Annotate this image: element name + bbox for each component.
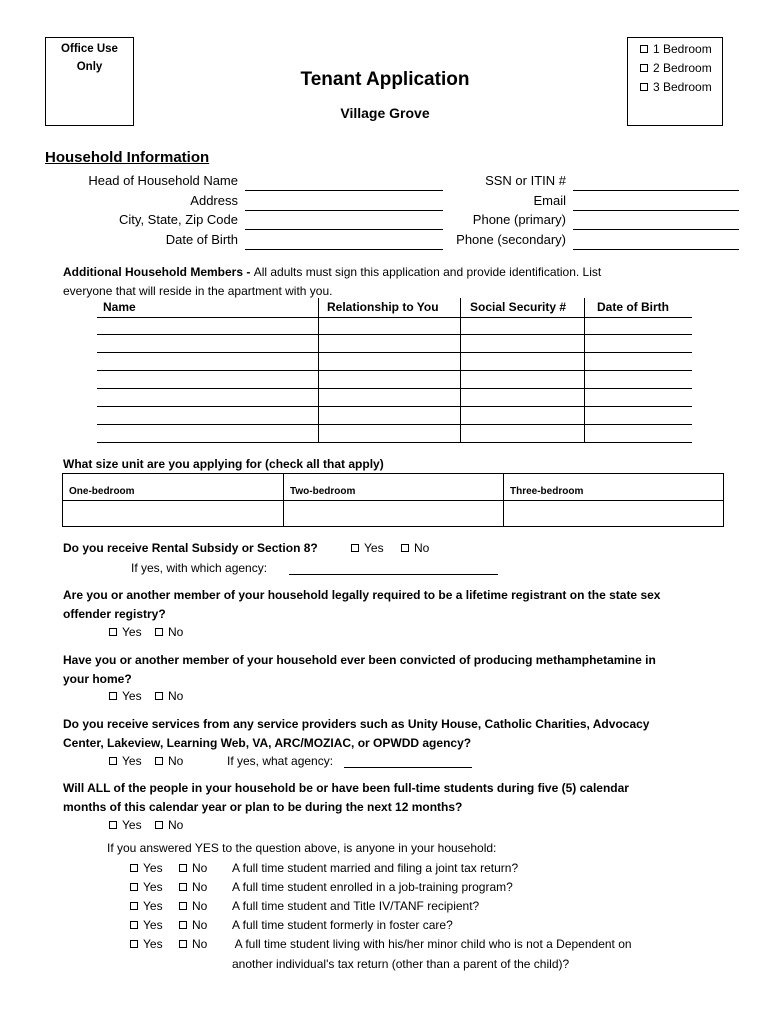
members-col-divider xyxy=(318,298,319,442)
q5-sub-item-no[interactable]: No xyxy=(179,899,207,913)
members-row-line[interactable] xyxy=(97,406,692,407)
email-input[interactable] xyxy=(573,210,739,211)
q5-sub-item-text: A full time student enrolled in a job-training program? xyxy=(232,880,513,894)
members-col-dob: Date of Birth xyxy=(597,300,669,314)
checkbox-icon[interactable] xyxy=(130,921,138,929)
q1-text: Do you receive Rental Subsidy or Section 8? xyxy=(63,541,318,555)
members-col-divider xyxy=(460,298,461,442)
members-row-line[interactable] xyxy=(97,370,692,371)
q5-sub-item-text: A full time student formerly in foster care? xyxy=(232,918,453,932)
office-use-line1: Office Use xyxy=(61,43,118,55)
members-intro: Additional Household Members - All adults must sign this application and provide identification. List everyone that will reside in the apartment with you. xyxy=(63,265,602,298)
q5-sub-item-text: A full time student married and filing a joint tax return? xyxy=(232,861,519,875)
q5-sub-item-text: A full time student and Title IV/TANF recipient? xyxy=(232,899,480,913)
city-state-zip-input[interactable] xyxy=(245,229,443,230)
q5-sub-item-no[interactable]: No xyxy=(179,861,207,875)
q4-followup-label: If yes, what agency: xyxy=(227,754,334,768)
phone-secondary-input[interactable] xyxy=(573,249,739,250)
checkbox-icon[interactable] xyxy=(130,902,138,910)
checkbox-icon[interactable] xyxy=(179,940,187,948)
q5-yes-option[interactable]: Yes xyxy=(109,818,142,832)
checkbox-icon[interactable] xyxy=(109,692,117,700)
unit-col-one-bedroom: One-bedroom xyxy=(69,486,135,497)
field-label-phone-primary: Phone (primary) xyxy=(472,212,566,227)
field-label-phone-secondary: Phone (secondary) xyxy=(456,232,566,247)
q1-followup-label: If yes, with which agency: xyxy=(131,561,268,575)
field-label-head-of-household: Head of Household Name xyxy=(88,173,238,188)
bedroom-option-3[interactable]: 3 Bedroom xyxy=(640,78,722,97)
q3-no-option[interactable]: No xyxy=(155,689,183,703)
members-col-name: Name xyxy=(103,300,136,314)
q1-no-option[interactable]: No xyxy=(401,541,429,555)
checkbox-icon[interactable] xyxy=(179,883,187,891)
unit-col-two-bedroom: Two-bedroom xyxy=(290,486,356,497)
q5-sub-item-yes[interactable]: Yes xyxy=(130,918,163,932)
bedroom-option-2[interactable]: 2 Bedroom xyxy=(640,59,722,78)
head-of-household-input[interactable] xyxy=(245,190,443,191)
checkbox-icon[interactable] xyxy=(109,757,117,765)
members-col-relationship: Relationship to You xyxy=(327,300,439,314)
members-header-rule xyxy=(97,317,692,318)
q5-sub-item-no[interactable]: No xyxy=(179,880,207,894)
checkbox-icon[interactable] xyxy=(130,883,138,891)
q4-text: Do you receive services from any service providers such as Unity House, Catholic Charities, Advocacy Center, Lakeview, Learning Web, VA, ARC/MOZIAC, or OPWDD agency? xyxy=(63,717,650,750)
q4-yes-option[interactable]: Yes xyxy=(109,754,142,768)
office-use-line2: Only xyxy=(76,61,103,73)
household-heading: Household Information xyxy=(45,149,210,166)
field-label-email: Email xyxy=(533,193,566,208)
q2-yes-option[interactable]: Yes xyxy=(109,625,142,639)
ssn-input[interactable] xyxy=(573,190,739,191)
field-label-ssn: SSN or ITIN # xyxy=(485,173,566,188)
page-title: Tenant Application xyxy=(300,69,470,90)
checkbox-icon[interactable] xyxy=(351,544,359,552)
checkbox-icon[interactable] xyxy=(155,692,163,700)
field-label-date-of-birth: Date of Birth xyxy=(165,232,238,247)
checkbox-icon[interactable] xyxy=(109,628,117,636)
phone-primary-input[interactable] xyxy=(573,229,739,230)
checkbox-icon[interactable] xyxy=(155,628,163,636)
q3-yes-option[interactable]: Yes xyxy=(109,689,142,703)
unit-cell-two-bedroom[interactable] xyxy=(284,501,502,526)
members-col-ssn: Social Security # xyxy=(470,300,567,314)
q5-sub-item-text-continued: another individual's tax return (other than a parent of the child)? xyxy=(232,957,570,971)
members-col-divider xyxy=(584,298,585,442)
q4-no-option[interactable]: No xyxy=(155,754,183,768)
checkbox-icon[interactable] xyxy=(179,902,187,910)
checkbox-icon[interactable] xyxy=(155,757,163,765)
checkbox-icon[interactable] xyxy=(179,864,187,872)
q1-agency-input[interactable] xyxy=(289,574,498,575)
q5-no-option[interactable]: No xyxy=(155,818,183,832)
field-label-city-state-zip: City, State, Zip Code xyxy=(119,212,238,227)
q5-sub-item-yes[interactable]: Yes xyxy=(130,861,163,875)
unit-col-three-bedroom: Three-bedroom xyxy=(510,486,584,497)
checkbox-icon[interactable] xyxy=(130,864,138,872)
q5-sub-item-yes[interactable]: Yes xyxy=(130,899,163,913)
members-row-line[interactable] xyxy=(97,424,692,425)
q5-sub-item-no[interactable]: No xyxy=(179,918,207,932)
members-row-line[interactable] xyxy=(97,442,692,443)
checkbox-icon[interactable] xyxy=(401,544,409,552)
checkbox-icon[interactable] xyxy=(179,921,187,929)
checkbox-icon[interactable] xyxy=(109,821,117,829)
members-row-line[interactable] xyxy=(97,334,692,335)
q2-no-option[interactable]: No xyxy=(155,625,183,639)
date-of-birth-input[interactable] xyxy=(245,249,443,250)
unit-cell-one-bedroom[interactable] xyxy=(63,501,282,526)
q3-text: Have you or another member of your household ever been convicted of producing methamphetamine in your home? xyxy=(63,653,656,686)
members-row-line[interactable] xyxy=(97,352,692,353)
q5-sub-item-yes[interactable]: Yes xyxy=(130,880,163,894)
address-input[interactable] xyxy=(245,210,443,211)
checkbox-icon[interactable] xyxy=(155,821,163,829)
q5-sub-item-no[interactable]: No xyxy=(179,937,207,951)
checkbox-icon[interactable] xyxy=(130,940,138,948)
q2-text: Are you or another member of your household legally required to be a lifetime registrant on the state sex offender registry? xyxy=(63,588,661,621)
field-label-address: Address xyxy=(190,193,238,208)
page-subtitle: Village Grove xyxy=(340,105,430,121)
members-row-line[interactable] xyxy=(97,388,692,389)
bedroom-option-1[interactable]: 1 Bedroom xyxy=(640,40,722,59)
unit-cell-three-bedroom[interactable] xyxy=(504,501,723,526)
q5-text: Will ALL of the people in your household be or have been full-time students during five (5) calendar months of this calendar year or plan to be during the next 12 months? xyxy=(63,781,629,814)
q1-yes-option[interactable]: Yes xyxy=(351,541,384,555)
checkbox-icon[interactable] xyxy=(640,45,648,53)
unit-size-question: What size unit are you applying for (check all that apply) xyxy=(63,457,384,471)
q5-sub-item-text: A full time student living with his/her minor child who is not a Dependent on xyxy=(232,937,632,951)
q5-sub-item-yes[interactable]: Yes xyxy=(130,937,163,951)
q5-sub-intro: If you answered YES to the question above, is anyone in your household: xyxy=(107,841,497,855)
q4-agency-input[interactable] xyxy=(344,767,472,768)
